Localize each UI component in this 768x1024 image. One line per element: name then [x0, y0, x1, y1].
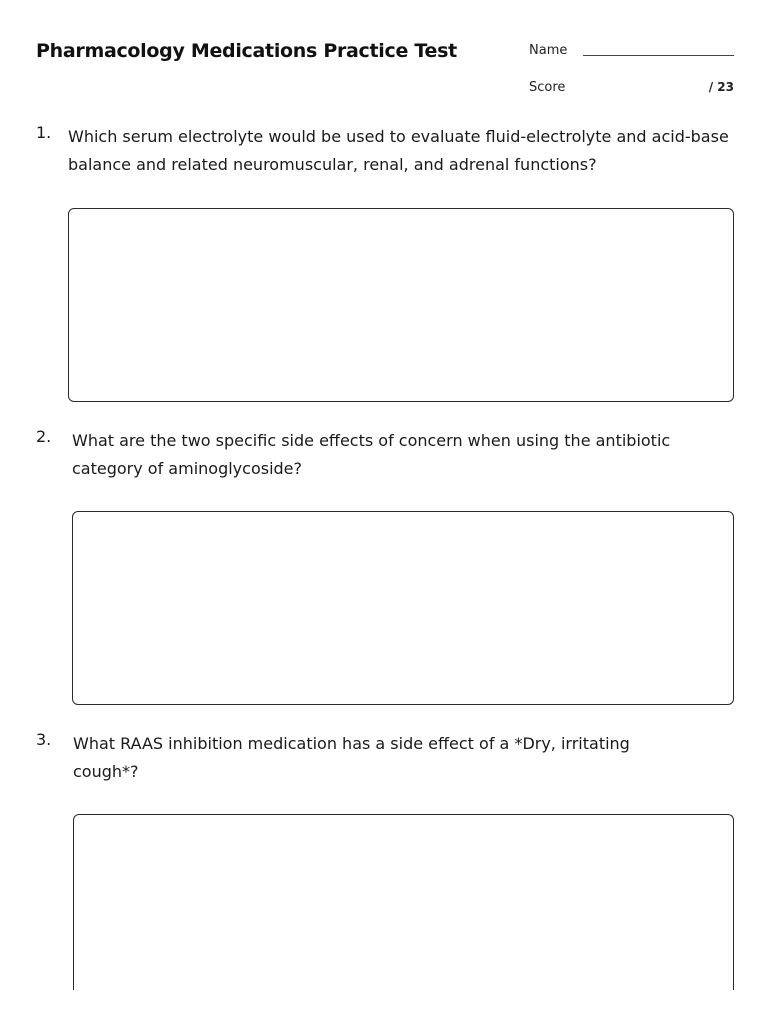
question-text: Which serum electrolyte would be used to evaluate fluid-electrolyte and acid-base balance and related neuromuscular, renal, and adrenal functions? [68, 127, 729, 174]
question-number: 2. [36, 427, 52, 446]
question-text: What RAAS inhibition medication has a side effect of a *Dry, irritating cough*? [73, 734, 630, 781]
score-total: / 23 [708, 80, 734, 94]
answer-box[interactable] [73, 814, 734, 990]
page-title: Pharmacology Medications Practice Test [36, 40, 457, 62]
question-number: 1. [36, 123, 52, 142]
score-label: Score [529, 80, 566, 95]
name-label: Name [529, 43, 568, 58]
question-text: What are the two specific side effects of concern when using the antibiotic category of aminoglycoside? [72, 431, 671, 478]
answer-box[interactable] [68, 208, 734, 402]
name-input-line[interactable] [583, 55, 734, 56]
question-number: 3. [36, 730, 52, 749]
answer-box[interactable] [72, 511, 734, 705]
